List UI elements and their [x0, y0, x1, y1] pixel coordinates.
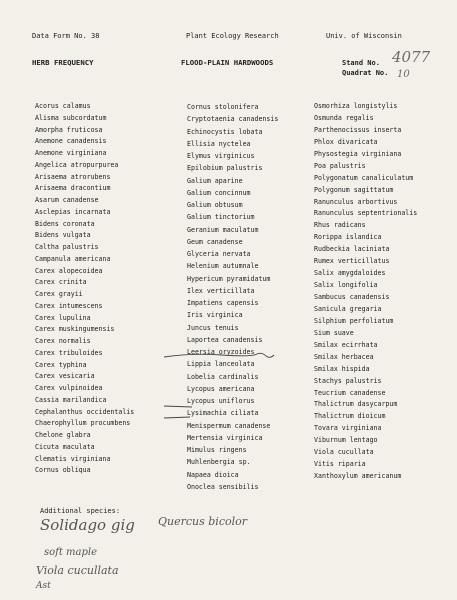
species-name: Carex grayii [35, 290, 83, 298]
species-name: Menispermum canadense [187, 421, 271, 430]
community-title: FLOOD-PLAIN HARDWOODS [181, 58, 274, 67]
handwritten-quercus: Quercus bicolor [158, 515, 247, 528]
species-column-1 [35, 101, 134, 477]
species-name: Thalictrum dioicum [314, 412, 386, 421]
check-mark-lycopus [162, 402, 202, 412]
species-name: Vitis riparia [314, 460, 366, 469]
species-name: Angelica atropurpurea [35, 160, 119, 169]
handwritten-viola: Viola cucullata [36, 564, 119, 577]
species-name: Osmunda regalis [314, 113, 374, 122]
species-name: Smilax ecirrhata [314, 340, 378, 349]
species-name: Leersia oryzoides [187, 348, 255, 356]
species-name: Rumex verticillatus [314, 257, 390, 266]
species-name: Caltha palustris [35, 243, 99, 251]
species-name: Impatiens capensis [187, 299, 259, 307]
species-name: Smilax herbacea [314, 352, 374, 361]
species-name: Epilobium palustris [187, 164, 263, 173]
species-name: Smilax hispida [314, 364, 370, 373]
species-name: Lobelia cardinalis [187, 372, 259, 381]
species-name: Tovara virginiana [314, 424, 382, 433]
additional-species-label: Additional species: [40, 507, 121, 515]
species-name: Salix longifolia [314, 281, 378, 290]
species-name: Carex tribuloides [35, 348, 103, 357]
handwritten-solidago: Solidago gig [40, 516, 135, 534]
species-name: Lycopus uniflorus [187, 397, 255, 405]
quadrat-label: Quadrat No. [342, 69, 389, 77]
species-name: Thalictrum dasycarpum [314, 400, 398, 409]
form-number: Data Form No. 38 [32, 32, 100, 40]
species-name: Cornus obliqua [35, 466, 91, 475]
species-name: Chelone glabra [35, 431, 91, 439]
handwritten-soft-maple: soft maple [44, 547, 98, 558]
species-name: Anemone canadensis [35, 137, 107, 146]
species-name: Juncus tenuis [187, 323, 239, 332]
species-name: Alisma subcordatum [35, 113, 107, 122]
species-column-3 [314, 101, 417, 483]
species-name: Geranium maculatum [187, 225, 259, 234]
species-name: Galium obtusum [187, 201, 243, 209]
species-name: Carex muskingumensis [35, 325, 115, 334]
species-name: Polygonum sagittatum [314, 185, 394, 194]
species-name: Galium tinctorium [187, 213, 255, 222]
species-name: Sanicula gregaria [314, 304, 382, 313]
species-name: Echinocystis lobata [187, 127, 263, 136]
species-name: Hypericum pyramidatum [187, 274, 271, 283]
species-name: Poa palustris [314, 161, 366, 170]
species-name: Carex lupulina [35, 313, 91, 322]
species-name: Mimulus ringens [187, 446, 247, 454]
species-name: Chaerophyllum procumbens [35, 419, 131, 428]
species-column-2 [187, 101, 278, 493]
species-name: Acorus calamus [35, 102, 91, 110]
species-name: Lippia lanceolata [187, 360, 255, 369]
species-name: Lycopus americana [187, 384, 255, 393]
species-name: Cryptotaenia canadensis [187, 115, 279, 124]
species-name: Viburnum lentago [314, 436, 378, 445]
species-name: Stachys palustris [314, 376, 382, 385]
species-name: Polygonatum canaliculatum [314, 173, 414, 182]
species-name: Cassia marilandica [35, 395, 107, 404]
species-name: Sium suave [314, 328, 354, 337]
species-name: Geum canadense [187, 237, 243, 246]
species-name: Rorippa islandica [314, 233, 382, 242]
species-name: Elymus virginicus [187, 152, 255, 160]
species-name: Arisaema dracontium [35, 184, 111, 193]
species-name: Ranunculus septentrionalis [314, 209, 418, 218]
species-name: Arisaema atrorubens [35, 172, 111, 181]
species-name: Cornus stolonifera [187, 103, 259, 111]
species-name: Galium concinnum [187, 188, 251, 197]
species-name: Amorpha fruticosa [35, 125, 103, 134]
species-name: Osmorhiza longistylis [314, 102, 398, 110]
species-name: Bidens coronata [35, 219, 95, 228]
species-name: Carex intumescens [35, 301, 103, 310]
species-name: Parthenocissus inserta [314, 125, 402, 134]
species-name: Carex typhina [35, 360, 87, 369]
species-name: Carex normalis [35, 337, 91, 345]
handwritten-ast: Ast [36, 581, 51, 591]
species-name: Bidens vulgata [35, 231, 91, 240]
species-name: Campanula americana [35, 254, 111, 263]
check-mark-leersia [162, 350, 282, 362]
species-name: Salix amygdaloides [314, 269, 386, 278]
species-name: Physostegia virginiana [314, 149, 402, 158]
species-name: Asclepias incarnata [35, 207, 111, 216]
species-name: Carex alopecoidea [35, 266, 103, 275]
species-name: Rudbeckia laciniata [314, 245, 390, 254]
species-name: Anemone virginiana [35, 149, 107, 157]
species-name: Carex vulpinoidea [35, 384, 103, 392]
species-name: Ellisia nyctelea [187, 139, 251, 148]
species-name: Napaea dioica [187, 470, 239, 479]
species-name: Helenium autumnale [187, 262, 259, 271]
species-name: Cephalanthus occidentalis [35, 407, 135, 416]
species-name: Muhlenbergia sp. [187, 458, 251, 467]
check-mark-lysimachia [162, 413, 202, 423]
species-name: Teucrium canadense [314, 388, 386, 397]
species-name: Clematis virginiana [35, 454, 111, 463]
species-name: Onoclea sensibilis [187, 482, 259, 491]
species-name: Lysimachia ciliata [187, 409, 259, 418]
species-name: Silphium perfoliatum [314, 316, 394, 325]
species-name: Carex vesicaria [35, 372, 95, 381]
institution: Univ. of Wisconsin [326, 32, 402, 40]
species-name: Sambucus canadensis [314, 293, 390, 301]
species-name: Viola cucullata [314, 448, 374, 457]
stand-number-handwritten: 4077 [392, 48, 431, 66]
species-name: Mertensia virginica [187, 433, 263, 442]
quadrat-number-handwritten: 10 [397, 69, 410, 80]
species-name: Carex crinita [35, 278, 87, 287]
form-title: HERB FREQUENCY [32, 58, 94, 67]
project-name: Plant Ecology Research [186, 32, 279, 40]
species-name: Laportea canadensis [187, 335, 263, 344]
species-name: Rhus radicans [314, 221, 366, 230]
species-name: Xanthoxylum americanum [314, 472, 402, 481]
species-name: Cicuta maculata [35, 442, 95, 451]
species-name: Iris virginica [187, 311, 243, 320]
species-name: Glyceria nervata [187, 250, 251, 258]
species-name: Phlox divaricata [314, 137, 378, 146]
species-name: Ilex verticillata [187, 286, 255, 295]
species-name: Asarum canadense [35, 196, 99, 204]
stand-label: Stand No. [342, 59, 380, 67]
species-name: Galium aparine [187, 176, 243, 185]
species-name: Ranunculus arbortivus [314, 197, 398, 206]
